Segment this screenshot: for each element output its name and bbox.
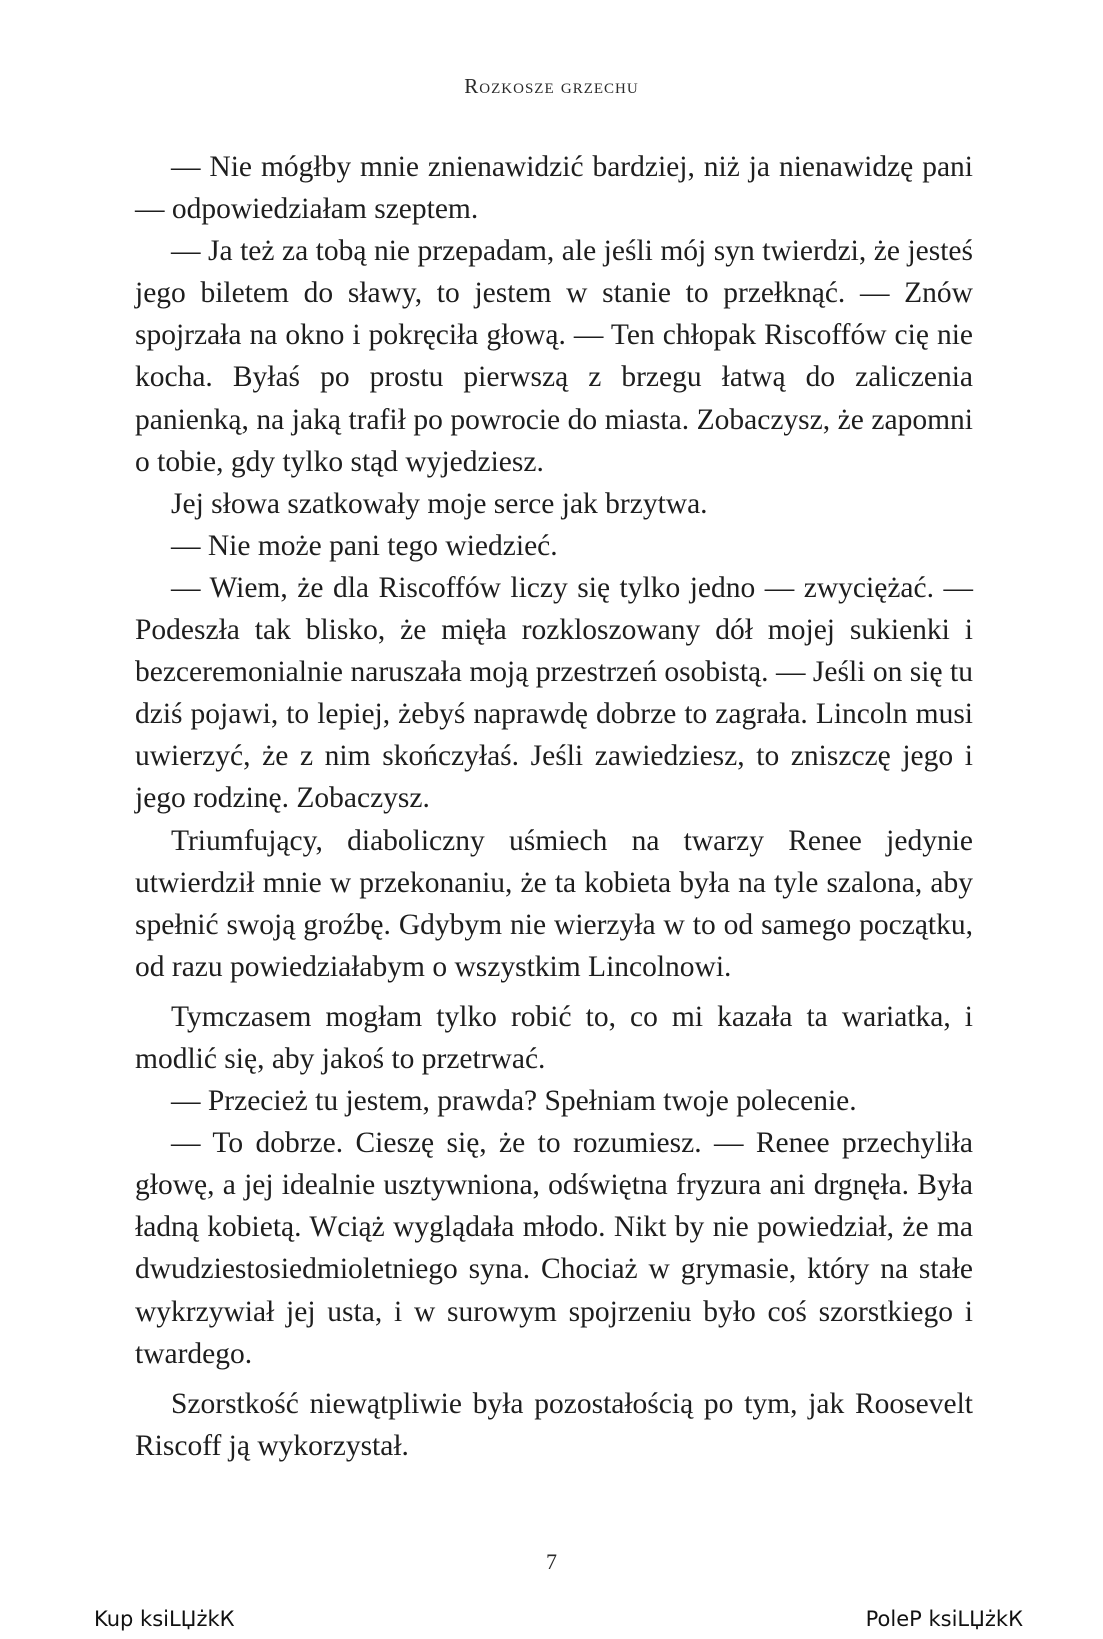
paragraph: Tymczasem mogłam tylko robić to, co mi kazała ta wariatka, i modlić się, aby jakoś to przetrwać. [135,1000,973,1075]
paragraph: — Wiem, że dla Riscoffów liczy się tylko jedno — zwyciężać. — Podeszła tak blisko, że mięła rozkloszowany dół mojej sukienki i bezceremonialnie naruszała moją przestrzeń osobistą. — Jeśli on się tu dziś pojawi, to lepiej, żebyś naprawdę dobrze to zagrała. Lincoln musi uwierzyć, że z nim skończyłaś. Jeśli zawiedziesz, to zniszczę jego i jego rodzinę. Zobaczysz. [135,571,973,815]
paragraph: Szorstkość niewątpliwie była pozostałością po tym, jak Roosevelt Riscoff ją wykorzystał. [135,1387,973,1462]
running-head: Rozkosze grzechu [464,74,639,98]
paragraph: — Przecież tu jestem, prawda? Spełniam twoje polecenie. [171,1085,857,1118]
paragraph: — To dobrze. Cieszę się, że to rozumiesz. — Renee przechyliła głowę, a jej idealnie usztywniona, odświętna fryzura ani drgnęła. Była ładną kobietą. Wciąż wyglądała młodo. Nikt by nie powiedział, że ma dwudziestosiedmioletniego syna. Chociaż w grymasie, który na stałe wykrzywiał jej usta, i w surowym spojrzeniu było coś szorstkiego i twardego. [135,1127,973,1370]
body-text [135,146,973,1467]
page-number: 7 [546,1549,557,1574]
recommend-book-link[interactable]: PoleР ksiLЏżkК [865,1607,1023,1631]
paragraph: — Ja też za tobą nie przepadam, ale jeśli mój syn twierdzi, że jesteś jego biletem do sławy, to jestem w stanie to przełknąć. — Znów spojrzała na okno i pokręciła głową. — Ten chłopak Riscoffów cię nie kocha. Byłaś po prostu pierwszą z brzegu łatwą do zaliczenia panienką, na jaką trafił po powrocie do miasta. Zobaczysz, że zapomni o tobie, gdy tylko stąd wyjedziesz. [135,235,973,478]
buy-book-link[interactable]: Kup ksiLЏżkК [94,1607,235,1631]
paragraph: — Nie mógłby mnie znienawidzić bardziej, niż ja nienawidzę pani — odpowiedziałam szeptem. [135,151,973,226]
paragraph: — Nie może pani tego wiedzieć. [171,529,558,562]
paragraph: Triumfujący, diaboliczny uśmiech na twarzy Renee jedynie utwierdził mnie w przekonaniu, że ta kobieta była na tyle szalona, aby spełnić swoją groźbę. Gdybym nie wierzyła w to od samego początku, od razu powiedziałabym o wszystkim Lincolnowi. [135,824,973,983]
paragraph: Jej słowa szatkowały moje serce jak brzytwa. [171,487,708,520]
